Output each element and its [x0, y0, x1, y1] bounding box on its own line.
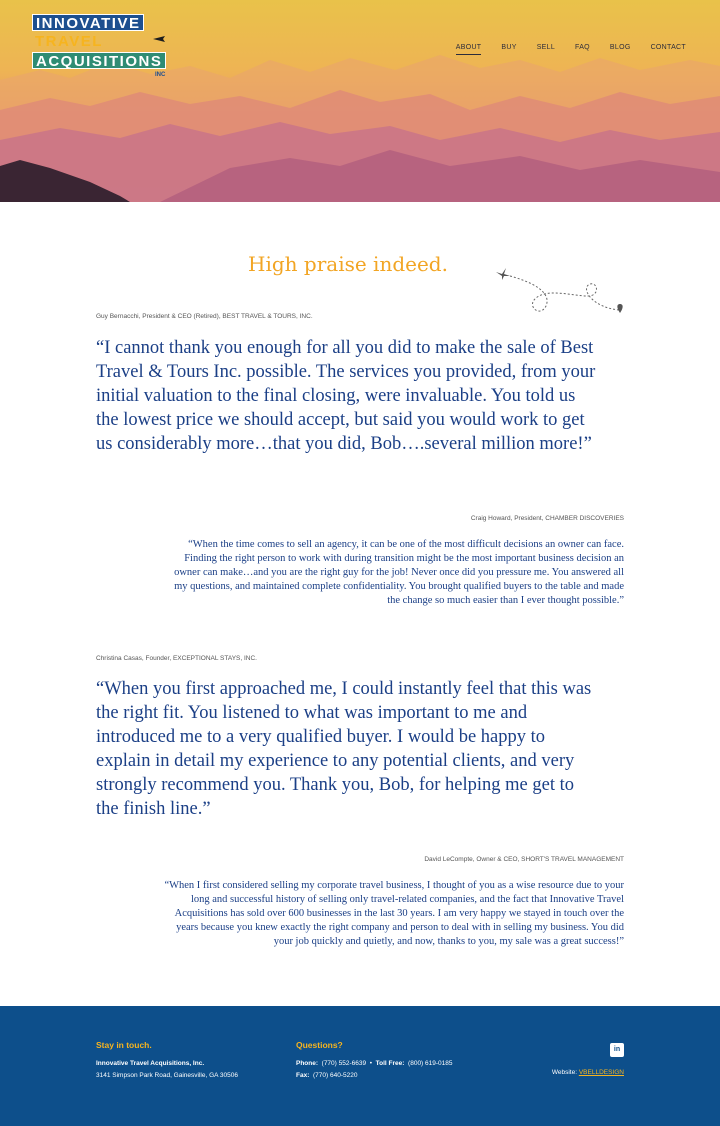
testimonial-4-quote: “When I first considered selling my corporate travel business, I thought of you as a wise resource due to your long and successful history of selling only travel-related companies, and the fact that Innovative Travel Acquisitions has sold over 600 businesses in the last 30 years. I am very happy we stayed in touch over the years because you knew exactly the right company and person to deal with in selling my business. You did your job quickly and quietly, and now, thanks to you, my sale was a great success!”: [164, 880, 624, 947]
flight-path-icon: [492, 262, 628, 322]
tollfree-number[interactable]: (800) 619-0185: [408, 1060, 453, 1067]
footer-website: [552, 1069, 624, 1076]
testimonial-1-quote: “I cannot thank you enough for all you did to make the sale of Best Travel & Tours Inc. possible. The services you provided, from your initial valuation to the final closing, were invaluable. You told us the lowest price we should accept, but said you would work to get us considerably more…that you did, Bob….several million more!”: [96, 338, 596, 454]
footer-questions-heading: Questions?: [296, 1040, 343, 1050]
fax-label: Fax:: [296, 1072, 310, 1079]
nav-blog[interactable]: BLOG: [609, 44, 631, 51]
logo-line-travel: TRAVEL: [35, 33, 103, 50]
nav-faq[interactable]: FAQ: [575, 44, 590, 51]
nav-sell[interactable]: SELL: [536, 44, 556, 51]
page-title: High praise indeed.: [248, 252, 448, 276]
testimonial-3-attribution: Christina Casas, Founder, EXCEPTIONAL STAYS, INC.: [96, 655, 257, 662]
logo-line-acquisitions: ACQUISITIONS: [32, 52, 166, 69]
nav-contact[interactable]: CONTACT: [650, 44, 686, 51]
testimonial-3-quote: “When you first approached me, I could instantly feel that this was the right fit. You listened to what was important to me and introduced me to a very qualified buyer. I would be happy to explain in detail my experience to any potential clients, and very strongly recommend you. Thank you, Bob, for helping me get to the finish line.”: [96, 679, 592, 819]
testimonial-2-attribution: Craig Howard, President, CHAMBER DISCOVERIES: [470, 515, 624, 522]
phone-number[interactable]: (770) 552-6639: [321, 1060, 367, 1067]
brand-logo[interactable]: [32, 14, 172, 86]
phone-label: Phone:: [296, 1060, 319, 1067]
logo-line-innovative: INNOVATIVE: [32, 14, 144, 31]
testimonial-1-attribution: Guy Bernacchi, President & CEO (Retired), BEST TRAVEL & TOURS, INC.: [96, 313, 313, 320]
footer-address: 3141 Simpson Park Road, Gainesville, GA 30506: [96, 1072, 239, 1079]
hero-banner: [0, 0, 720, 202]
footer-company: Innovative Travel Acquisitions, Inc.: [96, 1060, 205, 1067]
testimonial-4-attribution: David LeCompte, Owner & CEO, SHORT'S TRAVEL MANAGEMENT: [424, 856, 624, 863]
nav-about[interactable]: ABOUT: [456, 44, 482, 55]
website-link[interactable]: VBELLDESIGN: [578, 1069, 624, 1076]
contact-separator: •: [369, 1060, 373, 1067]
tollfree-label: Toll Free:: [375, 1060, 405, 1067]
airplane-icon: [152, 34, 166, 44]
website-label: Website:: [551, 1069, 578, 1076]
footer-company-block: [96, 1058, 238, 1082]
footer-contact-block: [296, 1058, 453, 1082]
main-nav: [436, 44, 686, 55]
testimonial-2-quote: “When the time comes to sell an agency, it can be one of the most difficult decisions an owner can face. Finding the right person to work with during transition might be the most important business decision an owner can make…and you are the right guy for the job! Never once did you pressure me. You answered all my questions, and maintained complete confidentiality. You brought qualified buyers to the table and made the change so much easier than I ever thought possible.”: [174, 539, 624, 606]
logo-inc: INC: [155, 72, 166, 78]
linkedin-icon[interactable]: in: [610, 1043, 624, 1057]
footer-stay-heading: Stay in touch.: [96, 1040, 152, 1050]
fax-number: (770) 640-5220: [313, 1072, 358, 1079]
nav-buy[interactable]: BUY: [501, 44, 517, 51]
